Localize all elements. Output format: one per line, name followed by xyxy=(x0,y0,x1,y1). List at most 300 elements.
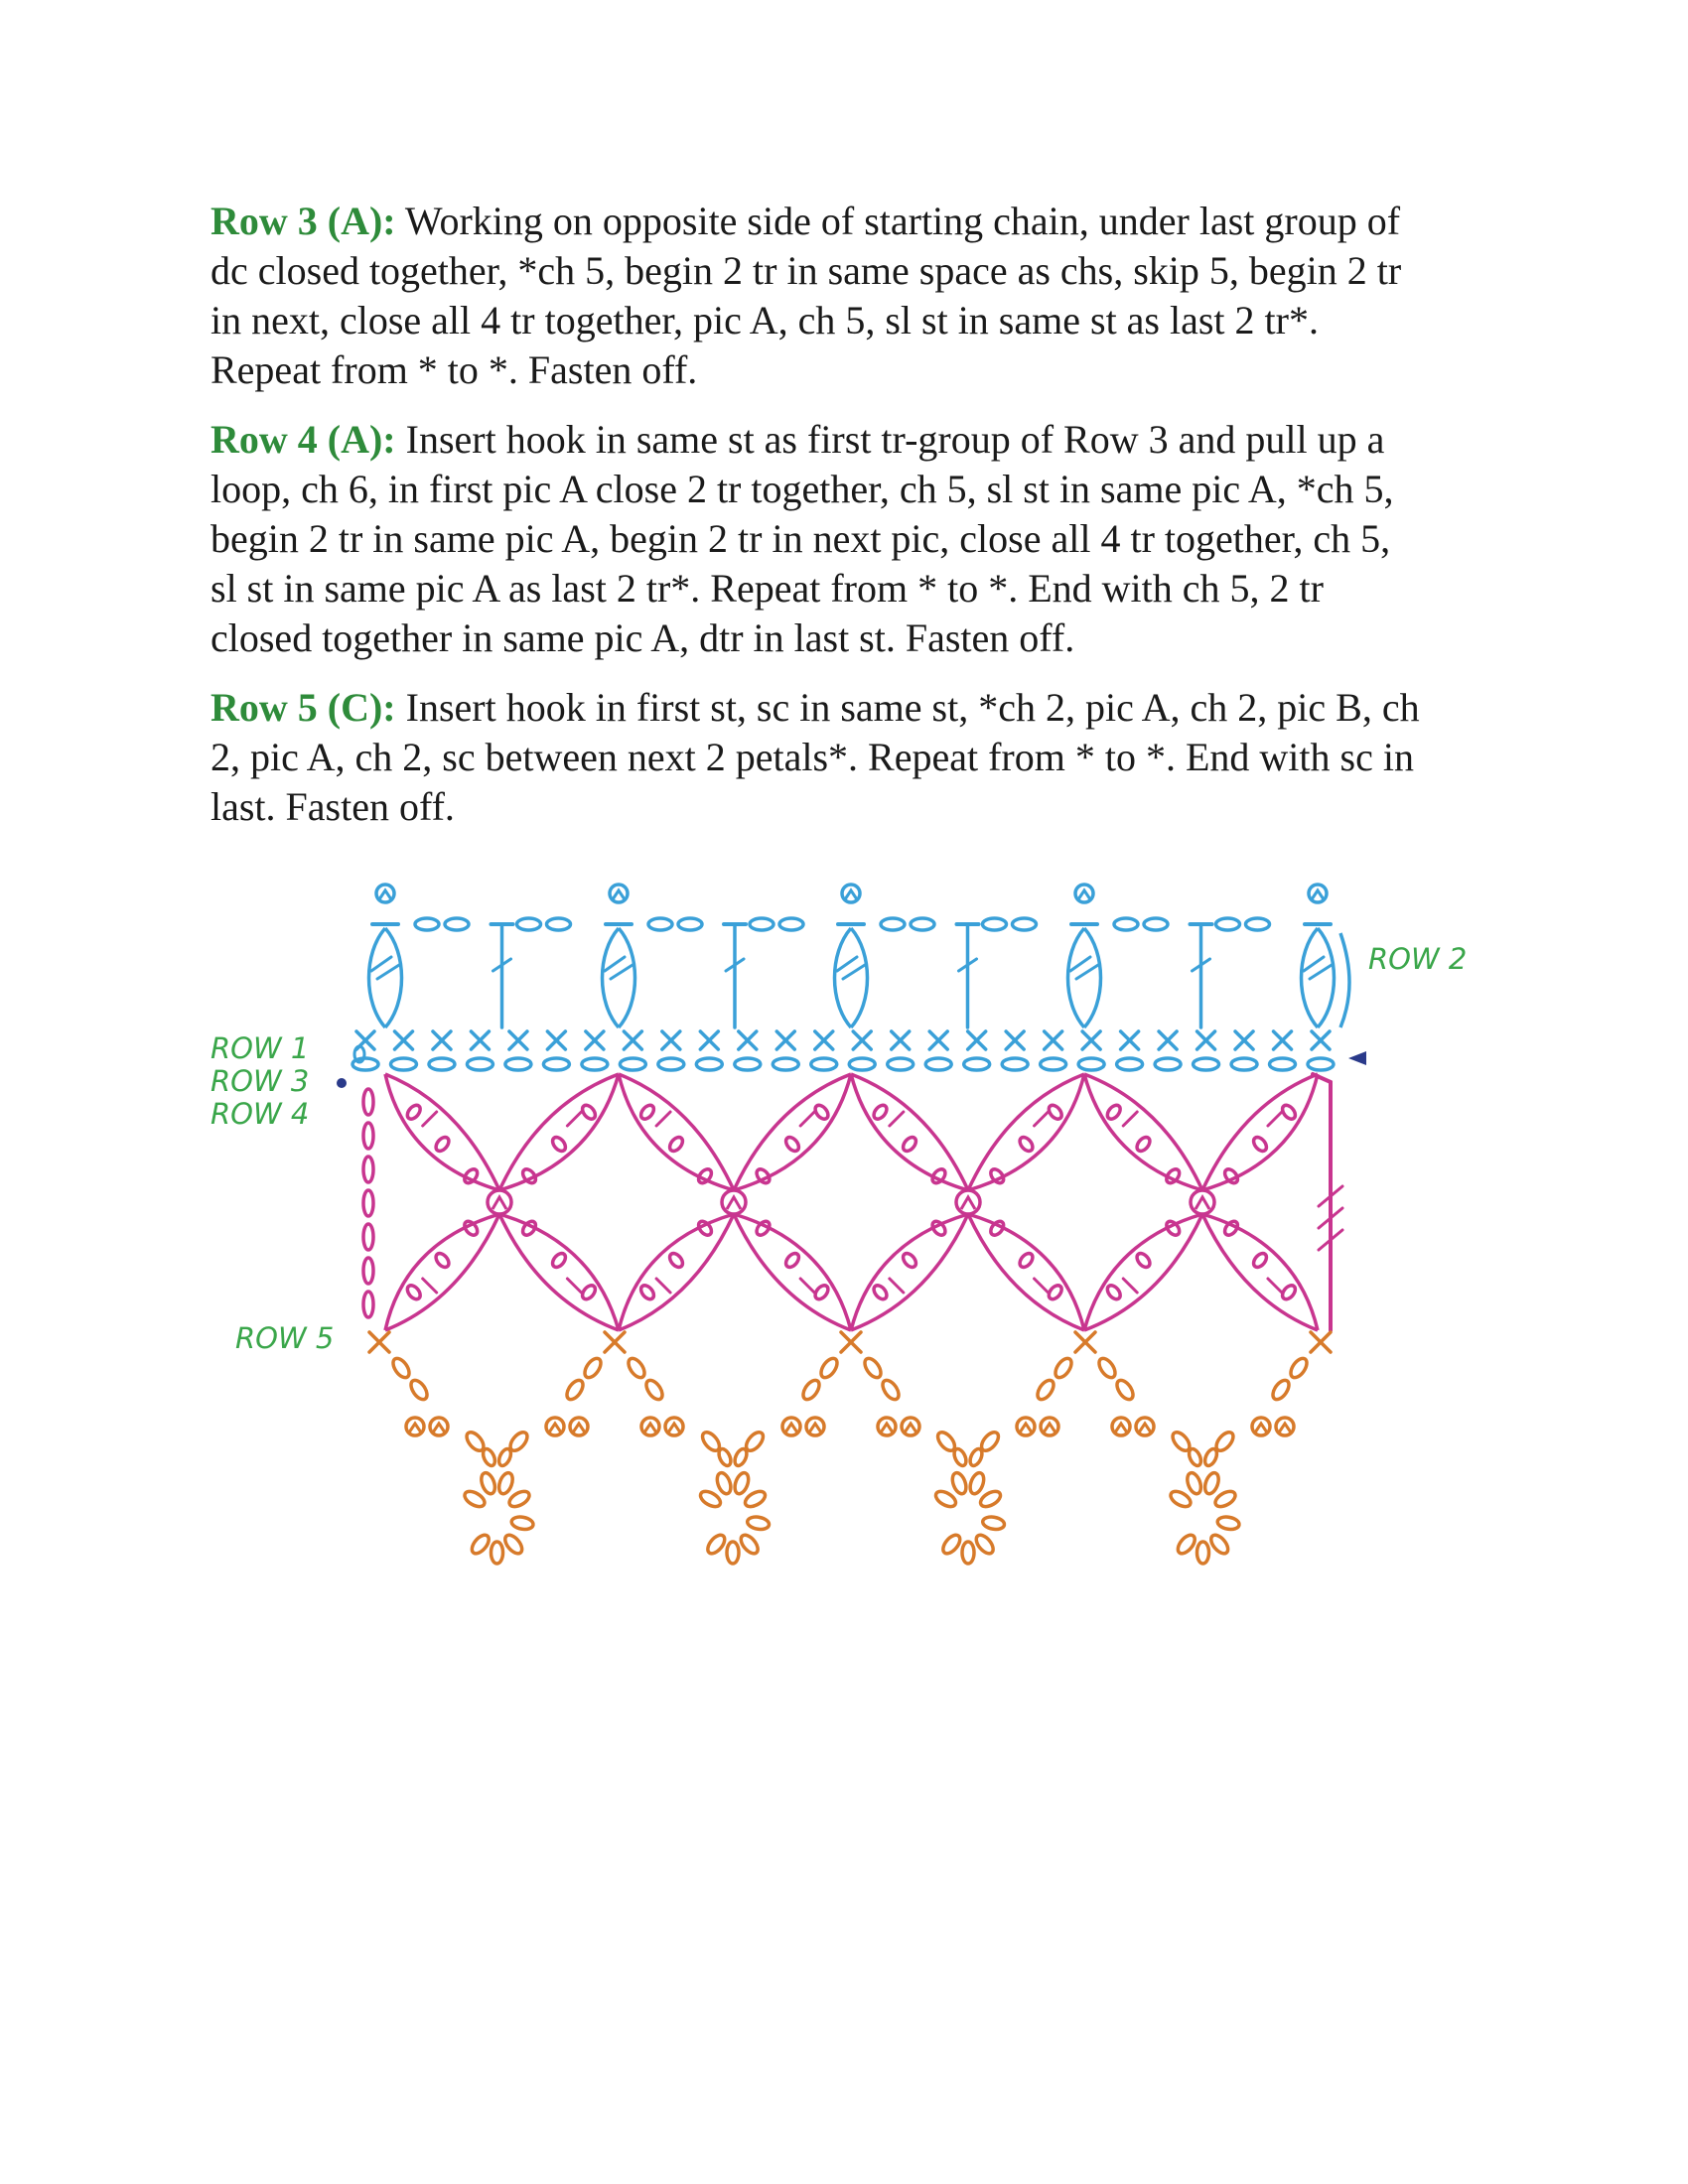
chain-stitch xyxy=(462,1488,487,1509)
chain-stitch xyxy=(818,1356,840,1381)
treble-arc xyxy=(968,1074,1084,1190)
picot xyxy=(806,1418,824,1435)
chain-stitch xyxy=(1202,1447,1219,1468)
chain-stitch xyxy=(678,918,702,930)
row-1-stitches xyxy=(352,1031,1334,1070)
treble-arc xyxy=(851,1074,968,1190)
treble-arc xyxy=(1084,1214,1202,1330)
chain-stitch xyxy=(743,1488,768,1509)
single-crochet xyxy=(700,1031,718,1049)
single-crochet xyxy=(1197,1031,1215,1049)
chain-stitch xyxy=(363,1157,373,1182)
single-crochet xyxy=(662,1031,680,1049)
chain-stitch xyxy=(1135,1251,1153,1270)
picot xyxy=(430,1418,448,1435)
picot xyxy=(376,885,394,902)
chain-stitch xyxy=(1251,1251,1269,1270)
picot-mark xyxy=(845,890,857,899)
node-ring xyxy=(956,1190,980,1214)
chain-stitch xyxy=(1035,1378,1056,1403)
row-5-label-diagram: ROW 5 xyxy=(235,1321,335,1355)
chain-stitch xyxy=(925,1058,951,1070)
chain-stitch xyxy=(901,1135,918,1154)
picot-mark xyxy=(409,1424,421,1433)
treble-arc xyxy=(734,1074,851,1190)
picot-ring xyxy=(902,1418,919,1435)
picot-ring xyxy=(1112,1418,1130,1435)
chain-stitch xyxy=(667,1251,685,1270)
chain-stitch xyxy=(390,1058,416,1070)
cluster-stem-right xyxy=(619,928,635,1027)
turning-chain xyxy=(1340,933,1349,1027)
row-4-label: Row 4 (A): xyxy=(211,417,396,462)
treble-bar xyxy=(890,1279,904,1293)
picot-ring xyxy=(610,885,628,902)
treble-bar xyxy=(567,1279,581,1293)
treble-arc xyxy=(1202,1074,1318,1190)
cluster-bar xyxy=(377,965,399,979)
picot-ring xyxy=(665,1418,683,1435)
single-crochet xyxy=(1006,1031,1024,1049)
picot-ring xyxy=(1136,1418,1154,1435)
cluster-stem-right xyxy=(385,928,402,1027)
treble-stitch xyxy=(492,924,513,1027)
picot-ring xyxy=(1252,1418,1270,1435)
treble-bar xyxy=(1268,1112,1282,1126)
chain-stitch xyxy=(408,1378,430,1403)
picot-ring xyxy=(878,1418,896,1435)
treble-arc xyxy=(968,1074,1084,1190)
chain-stitch xyxy=(1202,1471,1221,1496)
chain-stitch xyxy=(667,1135,685,1154)
treble-arc xyxy=(851,1214,968,1330)
picot-ring xyxy=(1017,1418,1035,1435)
chain-stitch xyxy=(732,1471,751,1496)
picot xyxy=(878,1418,896,1435)
chain-stitch xyxy=(1096,1356,1118,1381)
treble-arc xyxy=(1084,1074,1202,1190)
picot-ring xyxy=(376,885,394,902)
picot xyxy=(1309,885,1327,902)
treble-bar xyxy=(800,1112,814,1126)
picot xyxy=(1136,1418,1154,1435)
chain-stitch xyxy=(940,1532,963,1557)
single-crochet xyxy=(1274,1031,1292,1049)
chain-stitch xyxy=(1216,918,1240,930)
chain-stitch xyxy=(445,918,469,930)
picot-mark xyxy=(1078,890,1090,899)
single-crochet xyxy=(776,1031,794,1049)
chain-stitch xyxy=(973,1532,996,1557)
chain-stitch xyxy=(950,1471,969,1496)
single-crochet xyxy=(624,1031,641,1049)
single-crochet xyxy=(586,1031,604,1049)
single-crochet xyxy=(1312,1031,1330,1049)
picot xyxy=(641,1418,659,1435)
chain-stitch xyxy=(415,918,439,930)
text-line: in next, close all 4 tr together, pic A, ch 5, sl st in same st as last 2 tr*. xyxy=(211,298,1319,342)
picot-mark xyxy=(573,1424,585,1433)
cluster-bar xyxy=(1304,957,1324,971)
chain-stitch xyxy=(1288,1356,1310,1381)
text-line: loop, ch 6, in first pic A close 2 tr together, ch 5, sl st in same pic A, *ch 5, xyxy=(211,467,1394,511)
row-2-label: ROW 2 xyxy=(1368,942,1468,976)
chain-stitch xyxy=(717,1447,734,1468)
node-mark xyxy=(1196,1197,1209,1209)
chain-stitch xyxy=(1117,1058,1143,1070)
chain-stitch xyxy=(620,1058,645,1070)
chain-stitch xyxy=(880,1378,902,1403)
picot xyxy=(1017,1418,1035,1435)
chain-stitch xyxy=(363,1123,373,1149)
single-crochet xyxy=(433,1031,451,1049)
single-crochet xyxy=(1311,1332,1331,1352)
chain-stitch xyxy=(911,918,934,930)
cluster-node xyxy=(488,1190,511,1214)
node-ring xyxy=(722,1190,746,1214)
chain-stitch xyxy=(658,1058,684,1070)
cluster-node xyxy=(956,1190,980,1214)
cluster-bar xyxy=(1310,965,1332,979)
chain-stitch xyxy=(352,1058,378,1070)
single-crochet xyxy=(1121,1031,1139,1049)
chain-stitch xyxy=(1231,1058,1257,1070)
chain-stitch xyxy=(1308,1058,1334,1070)
row-3-4-stitches xyxy=(363,1074,1342,1330)
text-line: Insert hook in first st, sc in same st, *ch 2, pic A, ch 2, pic B, ch xyxy=(395,685,1420,730)
row-5-stitches xyxy=(369,1332,1331,1564)
node-mark xyxy=(727,1197,741,1209)
chain-stitch xyxy=(715,1471,734,1496)
chain-stitch xyxy=(1187,1447,1203,1468)
picot-mark xyxy=(644,1424,656,1433)
chain-stitch xyxy=(952,1447,969,1468)
chain-stitch xyxy=(933,1488,958,1509)
chain-stitch xyxy=(735,1058,761,1070)
chain-stitch xyxy=(733,1447,750,1468)
chain-stitch xyxy=(496,1471,515,1496)
picot-ring xyxy=(1309,885,1327,902)
row-3-label-diagram: ROW 3 xyxy=(211,1064,310,1098)
chain-stitch xyxy=(964,1058,990,1070)
picot-ring xyxy=(546,1418,564,1435)
chain-stitch xyxy=(901,1251,918,1270)
single-crochet xyxy=(853,1031,871,1049)
chain-stitch xyxy=(750,918,774,930)
chain-stitch xyxy=(698,1488,723,1509)
chain-stitch xyxy=(564,1378,586,1403)
single-crochet xyxy=(394,1031,412,1049)
treble-bar xyxy=(1268,1279,1282,1293)
single-crochet xyxy=(369,1332,389,1352)
picot-mark xyxy=(785,1424,797,1433)
picot-mark xyxy=(549,1424,561,1433)
single-crochet xyxy=(471,1031,489,1049)
text-line: Repeat from * to *. Fasten off. xyxy=(211,347,698,392)
text-line: Insert hook in same st as first tr-group of Row 3 and pull up a xyxy=(395,417,1385,462)
chain-stitch xyxy=(550,1135,568,1154)
chain-stitch xyxy=(696,1058,722,1070)
chain-stitch xyxy=(1168,1488,1193,1509)
treble-cluster xyxy=(369,924,402,1027)
chain-stitch xyxy=(582,1058,608,1070)
chain-stitch xyxy=(1155,1058,1181,1070)
cluster-bar xyxy=(611,965,633,979)
cluster-bar xyxy=(837,957,857,971)
chain-stitch xyxy=(467,1058,492,1070)
single-crochet xyxy=(1235,1031,1253,1049)
treble-arc xyxy=(619,1074,734,1190)
treble-arc xyxy=(734,1214,851,1330)
treble-arc xyxy=(499,1214,619,1330)
chain-stitch xyxy=(390,1356,412,1381)
picot xyxy=(1075,885,1093,902)
single-crochet xyxy=(929,1031,947,1049)
treble-cluster xyxy=(835,924,868,1027)
cluster-bar xyxy=(605,957,625,971)
chain-stitch xyxy=(469,1532,492,1557)
single-crochet xyxy=(739,1031,757,1049)
picot-mark xyxy=(433,1424,445,1433)
single-crochet xyxy=(547,1031,565,1049)
chain-stitch xyxy=(862,1356,884,1381)
picot xyxy=(1276,1418,1294,1435)
picot-ring xyxy=(570,1418,588,1435)
picot-mark xyxy=(1312,890,1324,899)
treble-bar xyxy=(1123,1279,1137,1293)
treble-cluster xyxy=(1302,924,1335,1027)
picot xyxy=(1252,1418,1270,1435)
cluster-stem-right xyxy=(851,928,868,1027)
chain-stitch xyxy=(1194,1058,1219,1070)
treble-arc xyxy=(1202,1214,1318,1330)
chain-stitch xyxy=(881,918,905,930)
picot-ring xyxy=(641,1418,659,1435)
treble-arc xyxy=(385,1074,499,1190)
treble-stitch xyxy=(724,924,746,1027)
picot xyxy=(570,1418,588,1435)
chain-stitch xyxy=(505,1058,531,1070)
chain-stitch xyxy=(1078,1058,1104,1070)
text-line: last. Fasten off. xyxy=(211,784,455,829)
treble-arc xyxy=(851,1214,968,1330)
treble-arc xyxy=(851,1074,968,1190)
treble-arc xyxy=(734,1074,851,1190)
chain-stitch xyxy=(872,1103,890,1122)
treble-arc xyxy=(385,1074,499,1190)
picot xyxy=(406,1418,424,1435)
picot-ring xyxy=(1276,1418,1294,1435)
chain-stitch xyxy=(983,918,1007,930)
treble-bar xyxy=(567,1112,581,1126)
row-5-label: Row 5 (C): xyxy=(211,685,396,730)
chain-stitch xyxy=(405,1283,423,1301)
start-arrow-marker xyxy=(1348,1051,1366,1065)
chain-stitch xyxy=(1135,1135,1153,1154)
treble-arc xyxy=(968,1214,1084,1330)
chain-stitch xyxy=(479,1471,497,1496)
chain-stitch xyxy=(363,1258,373,1284)
picot xyxy=(1041,1418,1058,1435)
picot-mark xyxy=(1115,1424,1127,1433)
start-dot-marker xyxy=(337,1078,347,1088)
picot-mark xyxy=(613,890,625,899)
picot xyxy=(902,1418,919,1435)
chain-stitch xyxy=(888,1058,914,1070)
chain-stitch xyxy=(492,1542,503,1564)
chain-stitch xyxy=(481,1447,497,1468)
chain-stitch xyxy=(496,1447,513,1468)
single-crochet xyxy=(509,1031,527,1049)
treble-arc xyxy=(968,1214,1084,1330)
picot-ring xyxy=(842,885,860,902)
picot-mark xyxy=(668,1424,680,1433)
treble-arc xyxy=(499,1214,619,1330)
chain-stitch xyxy=(1175,1532,1197,1557)
picot xyxy=(546,1418,564,1435)
chain-stitch xyxy=(783,1251,801,1270)
picot-ring xyxy=(806,1418,824,1435)
picot-mark xyxy=(1279,1424,1291,1433)
chain-stitch xyxy=(968,1447,985,1468)
single-crochet xyxy=(1159,1031,1177,1049)
node-mark xyxy=(961,1197,975,1209)
chain-stitch xyxy=(434,1135,452,1154)
chain-stitch xyxy=(982,1515,1006,1531)
chain-stitch xyxy=(1270,1378,1292,1403)
chain-stitch xyxy=(783,1135,801,1154)
chain-stitch xyxy=(1197,1542,1209,1564)
chain-stitch xyxy=(582,1356,604,1381)
treble-arc xyxy=(1084,1214,1202,1330)
chain-stitch xyxy=(626,1356,647,1381)
treble-arc xyxy=(619,1214,734,1330)
treble-bar xyxy=(890,1112,904,1126)
picot xyxy=(842,885,860,902)
treble-bar xyxy=(800,1279,814,1293)
treble-arc xyxy=(1202,1074,1318,1190)
chain-stitch xyxy=(1212,1488,1237,1509)
picot xyxy=(665,1418,683,1435)
row-2-stitches xyxy=(369,885,1350,1027)
treble-cluster xyxy=(603,924,635,1027)
cluster-bar xyxy=(371,957,391,971)
picot-ring xyxy=(1075,885,1093,902)
chain-stitch xyxy=(506,1488,531,1509)
treble-bar xyxy=(656,1112,670,1126)
chain-stitch xyxy=(1018,1251,1036,1270)
chain-stitch xyxy=(872,1283,890,1301)
chain-stitch xyxy=(1114,1378,1136,1403)
chain-stitch xyxy=(638,1283,656,1301)
cluster-node xyxy=(722,1190,746,1214)
chain-stitch xyxy=(1002,1058,1028,1070)
treble-stitch xyxy=(957,924,979,1027)
picot-ring xyxy=(406,1418,424,1435)
picot xyxy=(610,885,628,902)
text-line: closed together in same pic A, dtr in last st. Fasten off. xyxy=(211,615,1075,660)
chain-stitch xyxy=(1216,1515,1240,1531)
row-4-label-diagram: ROW 4 xyxy=(211,1097,310,1131)
chain-stitch xyxy=(1114,918,1138,930)
cluster-node xyxy=(1191,1190,1214,1214)
chain-stitch xyxy=(543,1058,569,1070)
chain-stitch xyxy=(363,1292,373,1317)
chain-stitch xyxy=(1053,1356,1074,1381)
treble-arc xyxy=(1084,1074,1202,1190)
chain-stitch xyxy=(773,1058,798,1070)
treble-arc xyxy=(734,1214,851,1330)
chain-stitch xyxy=(1105,1103,1123,1122)
single-crochet xyxy=(356,1031,374,1049)
chain-stitch xyxy=(978,1488,1003,1509)
chain-stitch xyxy=(648,918,672,930)
cluster-stem-right xyxy=(1084,928,1101,1027)
chain-stitch xyxy=(550,1251,568,1270)
single-crochet xyxy=(968,1031,986,1049)
treble-arc xyxy=(619,1214,734,1330)
text-line: Working on opposite side of starting chain, under last group of xyxy=(395,199,1401,243)
chain-stitch xyxy=(800,1378,822,1403)
chain-stitch xyxy=(811,1058,837,1070)
node-mark xyxy=(492,1197,506,1209)
text-line: sl st in same pic A as last 2 tr*. Repeat from * to *. End with ch 5, 2 tr xyxy=(211,566,1324,611)
chain-stitch xyxy=(738,1532,761,1557)
treble-bar xyxy=(1123,1112,1137,1126)
cluster-bar xyxy=(1076,965,1098,979)
single-crochet xyxy=(815,1031,833,1049)
node-ring xyxy=(1191,1190,1214,1214)
picot-mark xyxy=(881,1424,893,1433)
chain-stitch xyxy=(1246,918,1270,930)
cluster-stem-right xyxy=(1318,928,1335,1027)
text-line: dc closed together, *ch 5, begin 2 tr in same space as chs, skip 5, begin 2 tr xyxy=(211,248,1402,293)
treble-bar xyxy=(1035,1279,1049,1293)
chain-stitch xyxy=(547,918,571,930)
chain-stitch xyxy=(849,1058,875,1070)
cluster-bar xyxy=(843,965,865,979)
single-crochet xyxy=(1082,1031,1100,1049)
treble-arc xyxy=(1202,1214,1318,1330)
chain-stitch xyxy=(747,1515,771,1531)
treble-cluster xyxy=(1068,924,1101,1027)
picot xyxy=(1112,1418,1130,1435)
picot-mark xyxy=(1255,1424,1267,1433)
chain-stitch xyxy=(643,1378,665,1403)
chain-stitch xyxy=(1208,1532,1231,1557)
chain-stitch xyxy=(429,1058,455,1070)
chain-stitch xyxy=(434,1251,452,1270)
picot-mark xyxy=(1044,1424,1055,1433)
treble-stitch xyxy=(1191,924,1212,1027)
row-3-label: Row 3 (A): xyxy=(211,199,396,243)
picot-ring xyxy=(430,1418,448,1435)
picot-mark xyxy=(1020,1424,1032,1433)
chain-stitch xyxy=(1270,1058,1296,1070)
treble-bar xyxy=(1035,1112,1049,1126)
chain-stitch xyxy=(1144,918,1168,930)
chain-stitch xyxy=(727,1542,739,1564)
chain-stitch xyxy=(779,918,803,930)
treble-arc xyxy=(385,1214,499,1330)
chain-stitch xyxy=(510,1515,534,1531)
treble-bar xyxy=(423,1279,437,1293)
treble-arc xyxy=(619,1074,734,1190)
chain-stitch xyxy=(1105,1283,1123,1301)
single-crochet xyxy=(1075,1332,1095,1352)
chain-stitch xyxy=(363,1190,373,1216)
chain-stitch xyxy=(1185,1471,1203,1496)
